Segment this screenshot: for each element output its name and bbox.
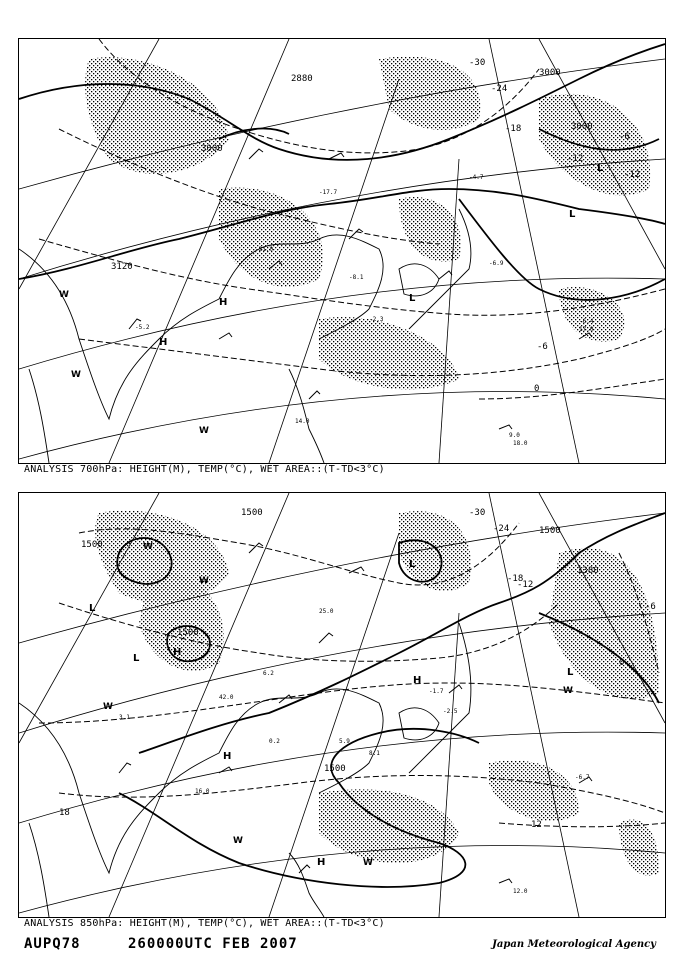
station-value: 14.0 bbox=[295, 418, 310, 425]
low-center: L bbox=[409, 559, 416, 570]
height-label: 3000 bbox=[571, 122, 593, 132]
station-value: 0.2 bbox=[269, 738, 280, 745]
temp-label: -6 bbox=[645, 602, 656, 612]
warm-center: W bbox=[143, 542, 153, 552]
map-panel-700hpa bbox=[18, 38, 666, 464]
coastlines bbox=[19, 623, 471, 917]
map-panel-850hpa bbox=[18, 492, 666, 918]
station-value: 6.2 bbox=[263, 670, 274, 677]
station-value: 42.0 bbox=[219, 694, 234, 701]
station-plots bbox=[135, 174, 594, 447]
low-center: L bbox=[133, 653, 140, 664]
station-value: -4.7 bbox=[469, 174, 484, 181]
station-value: -1.7 bbox=[429, 688, 444, 695]
station-value: 25.0 bbox=[319, 608, 334, 615]
chart-id: AUPQ78 bbox=[24, 936, 81, 952]
temp-label: -24 bbox=[493, 524, 510, 534]
station-value: 17.0 bbox=[579, 326, 594, 333]
station-value: -2.3 bbox=[369, 316, 384, 323]
station-value: 16.0 bbox=[195, 788, 210, 795]
temp-label: -12 bbox=[624, 170, 641, 180]
wind-barbs bbox=[129, 149, 592, 429]
warm-center: W bbox=[363, 858, 373, 868]
height-label: 1500 bbox=[324, 764, 346, 774]
high-center: H bbox=[173, 647, 182, 658]
height-label: 2880 bbox=[291, 74, 313, 84]
height-label: 1500 bbox=[177, 628, 199, 638]
station-value: -6.7 bbox=[575, 774, 590, 781]
station-value: -17.7 bbox=[319, 189, 338, 196]
station-value: 8.1 bbox=[369, 750, 380, 757]
warm-center: W bbox=[71, 370, 81, 380]
temp-label: -18 bbox=[507, 574, 524, 584]
map-850hpa bbox=[19, 493, 665, 917]
panel-700-caption: ANALYSIS 700hPa: HEIGHT(M), TEMP(°C), WET AREA::(T-TD<3°C) bbox=[24, 464, 385, 475]
map-700hpa bbox=[19, 39, 665, 463]
station-value: 12.0 bbox=[513, 888, 528, 895]
low-center: L bbox=[409, 293, 416, 304]
warm-center: W bbox=[103, 702, 113, 712]
high-center: H bbox=[223, 751, 232, 762]
temp-label: -6 bbox=[537, 342, 548, 352]
height-label: 3120 bbox=[111, 262, 133, 272]
temp-label: -30 bbox=[469, 508, 486, 518]
high-center: H bbox=[219, 297, 228, 308]
station-value: -8.1 bbox=[349, 274, 364, 281]
temp-label: -6 bbox=[619, 132, 630, 142]
high-center: H bbox=[317, 857, 326, 868]
low-center: L bbox=[89, 603, 96, 614]
temp-label: -18 bbox=[505, 124, 522, 134]
station-value: 5.9 bbox=[339, 738, 350, 745]
high-center: H bbox=[159, 337, 168, 348]
low-center: L bbox=[569, 209, 576, 220]
station-value: -6.9 bbox=[489, 260, 504, 267]
agency-credit: Japan Meteorological Agency bbox=[492, 939, 656, 950]
station-value: -2.5 bbox=[443, 708, 458, 715]
low-center: L bbox=[567, 667, 574, 678]
valid-time: 260000UTC FEB 2007 bbox=[128, 936, 298, 952]
temp-label: 0 bbox=[534, 384, 540, 394]
temp-label: 18 bbox=[59, 808, 70, 818]
wet-areas bbox=[95, 511, 659, 876]
height-label: 3000 bbox=[539, 68, 561, 78]
temp-label: -24 bbox=[491, 84, 508, 94]
station-value: 18.0 bbox=[513, 440, 528, 447]
warm-center: W bbox=[563, 686, 573, 696]
high-center: H bbox=[413, 675, 422, 686]
temp-label: 12 bbox=[531, 820, 542, 830]
height-label: 1380 bbox=[577, 566, 599, 576]
station-value: -5.2 bbox=[135, 324, 150, 331]
station-value: -21.0 bbox=[255, 246, 274, 253]
warm-center: W bbox=[199, 576, 209, 586]
warm-center: W bbox=[233, 836, 243, 846]
temp-label: -30 bbox=[469, 58, 486, 68]
warm-center: W bbox=[199, 426, 209, 436]
temp-label: 0 bbox=[619, 658, 625, 668]
station-value: 3.1 bbox=[119, 714, 130, 721]
height-label: 1500 bbox=[241, 508, 263, 518]
station-value: -6.4 bbox=[579, 318, 594, 325]
temp-label: -12 bbox=[517, 580, 534, 590]
low-center: L bbox=[597, 163, 604, 174]
warm-center: W bbox=[59, 290, 69, 300]
height-label: 1500 bbox=[81, 540, 103, 550]
station-value: 9.0 bbox=[509, 432, 520, 439]
temp-label: -12 bbox=[567, 154, 584, 164]
panel-850-caption: ANALYSIS 850hPa: HEIGHT(M), TEMP(°C), WET AREA::(T-TD<3°C) bbox=[24, 918, 385, 929]
height-label: 3000 bbox=[201, 144, 223, 154]
height-label: 1500 bbox=[539, 526, 561, 536]
